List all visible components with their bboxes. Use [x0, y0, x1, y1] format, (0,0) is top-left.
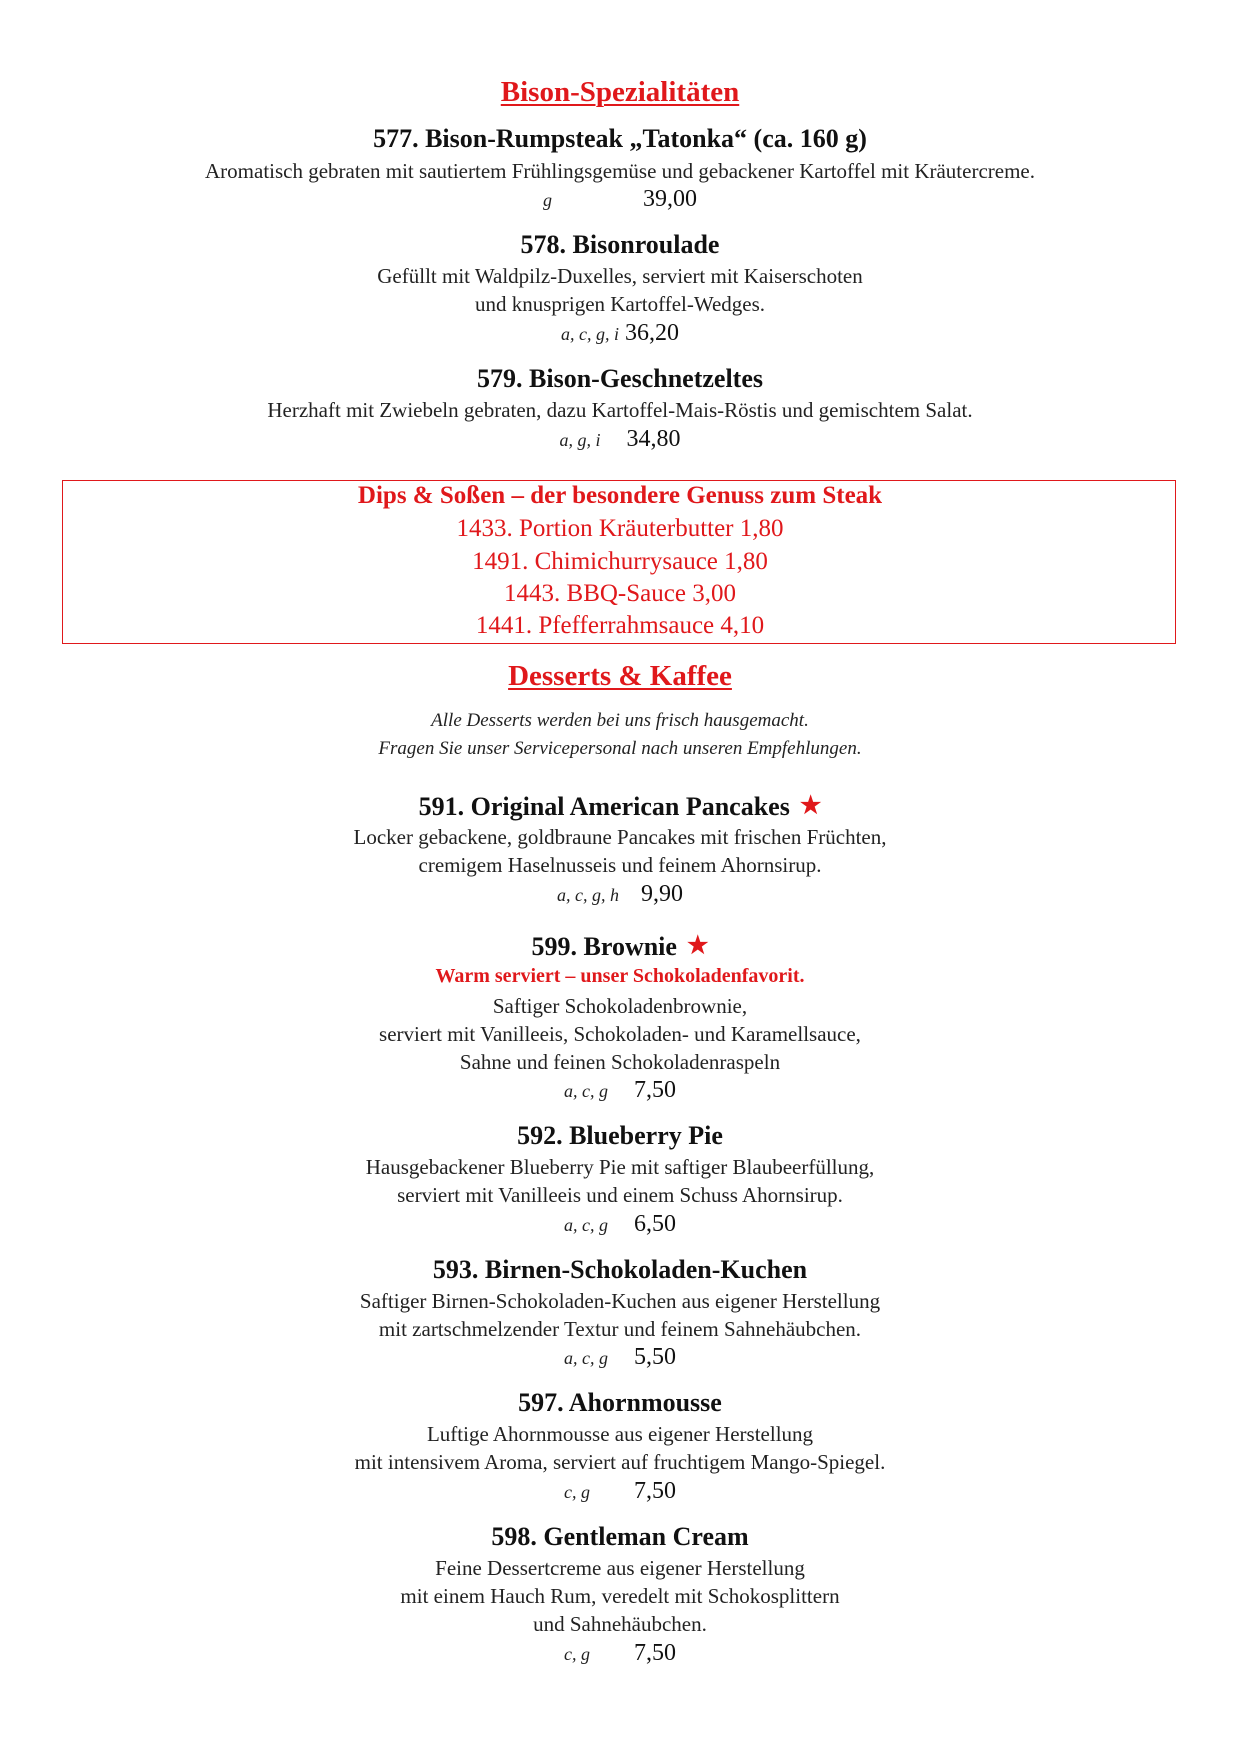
item-title-599: 599. Brownie [531, 932, 677, 961]
item-desc-599-line3: Sahne und feinen Schokoladenraspeln [459, 1050, 781, 1074]
item-price: 7,50 [634, 1077, 676, 1103]
allergen-codes: g [543, 190, 552, 210]
allergen-codes: a, c, g [564, 1081, 608, 1101]
star-icon: ★ [686, 933, 709, 959]
item-title-592: 592. Blueberry Pie [517, 1121, 723, 1150]
desserts-intro-line1: Alle Desserts werden bei uns frisch hausgemacht. [431, 710, 809, 731]
dip-item: 1433. Portion Kräuterbutter 1,80 [456, 515, 784, 542]
item-desc-599-line1: Saftiger Schokoladenbrownie, [492, 994, 748, 1018]
item-title-577: 577. Bison-Rumpsteak „Tatonka“ (ca. 160 g) [373, 124, 867, 153]
item-desc-578-line1: Gefüllt mit Waldpilz-Duxelles, serviert mit Kaiserschoten [377, 264, 863, 288]
item-desc-592-line2: serviert mit Vanilleeis und einem Schuss Ahornsirup. [397, 1183, 843, 1207]
allergen-codes: c, g [564, 1644, 590, 1664]
item-desc-592-line1: Hausgebackener Blueberry Pie mit saftiger Blaubeerfüllung, [365, 1155, 875, 1179]
item-title-598: 598. Gentleman Cream [491, 1522, 749, 1551]
item-price-line-578 [0, 320, 1240, 350]
item-desc-578-line2: und knusprigen Kartoffel-Wedges. [474, 292, 766, 316]
item-price: 5,50 [634, 1344, 676, 1370]
item-desc-593-line1: Saftiger Birnen-Schokoladen-Kuchen aus eigener Herstellung [359, 1289, 881, 1313]
item-price: 7,50 [634, 1478, 676, 1504]
dips-title: Dips & Soßen – der besondere Genuss zum Steak [357, 482, 883, 509]
dip-item: 1441. Pfefferrahmsauce 4,10 [475, 612, 765, 639]
dip-item: 1491. Chimichurrysauce 1,80 [472, 548, 768, 575]
allergen-codes: a, g, i [559, 430, 601, 450]
item-price-line-599 [0, 1077, 1240, 1107]
allergen-codes: c, g [564, 1482, 590, 1502]
item-title-591-row [0, 791, 1240, 822]
item-desc-598-line3: und Sahnehäubchen. [533, 1612, 707, 1636]
item-desc-579: Herzhaft mit Zwiebeln gebraten, dazu Kartoffel-Mais-Röstis und gemischtem Salat. [267, 398, 973, 422]
item-price-line-579 [0, 426, 1240, 456]
item-desc-598-line1: Feine Dessertcreme aus eigener Herstellung [435, 1556, 805, 1580]
item-price: 9,90 [641, 881, 683, 907]
item-desc-591-line1: Locker gebackene, goldbraune Pancakes mit frischen Früchten, [353, 825, 887, 849]
item-title-597: 597. Ahornmousse [518, 1388, 722, 1417]
item-desc-599-line2: serviert mit Vanilleeis, Schokoladen- und Karamellsauce, [379, 1022, 861, 1046]
item-desc-598-line2: mit einem Hauch Rum, veredelt mit Schokosplittern [400, 1584, 840, 1608]
item-price-line-577 [0, 186, 1240, 216]
dip-item: 1443. BBQ-Sauce 3,00 [504, 580, 736, 607]
item-price: 39,00 [643, 186, 697, 212]
item-price-line-598 [0, 1640, 1240, 1670]
section-heading-bison: Bison-Spezialitäten [500, 76, 740, 108]
allergen-codes: a, c, g [564, 1215, 608, 1235]
item-title-591: 591. Original American Pancakes [418, 792, 790, 821]
allergen-codes: a, c, g [564, 1348, 608, 1368]
item-desc-591-line2: cremigem Haselnusseis und feinem Ahornsirup. [418, 853, 822, 877]
allergen-codes: a, c, g, h [557, 885, 619, 905]
item-price: 36,20 [625, 320, 679, 346]
item-price: 6,50 [634, 1211, 676, 1237]
item-desc-597-line1: Luftige Ahornmousse aus eigener Herstellung [426, 1422, 814, 1446]
item-price-line-593 [0, 1344, 1240, 1374]
item-title-579: 579. Bison-Geschnetzeltes [477, 364, 763, 393]
section-heading-desserts: Desserts & Kaffee [508, 660, 732, 692]
item-title-593: 593. Birnen-Schokoladen-Kuchen [432, 1255, 808, 1284]
item-price-line-591 [0, 881, 1240, 911]
item-desc-597-line2: mit intensivem Aroma, serviert auf fruchtigem Mango-Spiegel. [354, 1450, 886, 1474]
item-price: 7,50 [634, 1640, 676, 1666]
star-icon: ★ [799, 793, 822, 819]
item-price-line-597 [0, 1478, 1240, 1508]
item-price-line-592 [0, 1211, 1240, 1241]
item-price: 34,80 [626, 426, 681, 452]
item-title-599-row [0, 931, 1240, 962]
item-note-599: Warm serviert – unser Schokoladenfavorit. [435, 965, 805, 987]
item-desc-577: Aromatisch gebraten mit sautiertem Frühlingsgemüse und gebackener Kartoffel mit Kräutercreme. [205, 159, 1035, 183]
desserts-intro-line2: Fragen Sie unser Servicepersonal nach unseren Empfehlungen. [378, 738, 862, 759]
allergen-codes: a, c, g, i [561, 324, 619, 344]
item-title-578: 578. Bisonroulade [520, 230, 720, 259]
item-desc-593-line2: mit zartschmelzender Textur und feinem Sahnehäubchen. [378, 1317, 862, 1341]
